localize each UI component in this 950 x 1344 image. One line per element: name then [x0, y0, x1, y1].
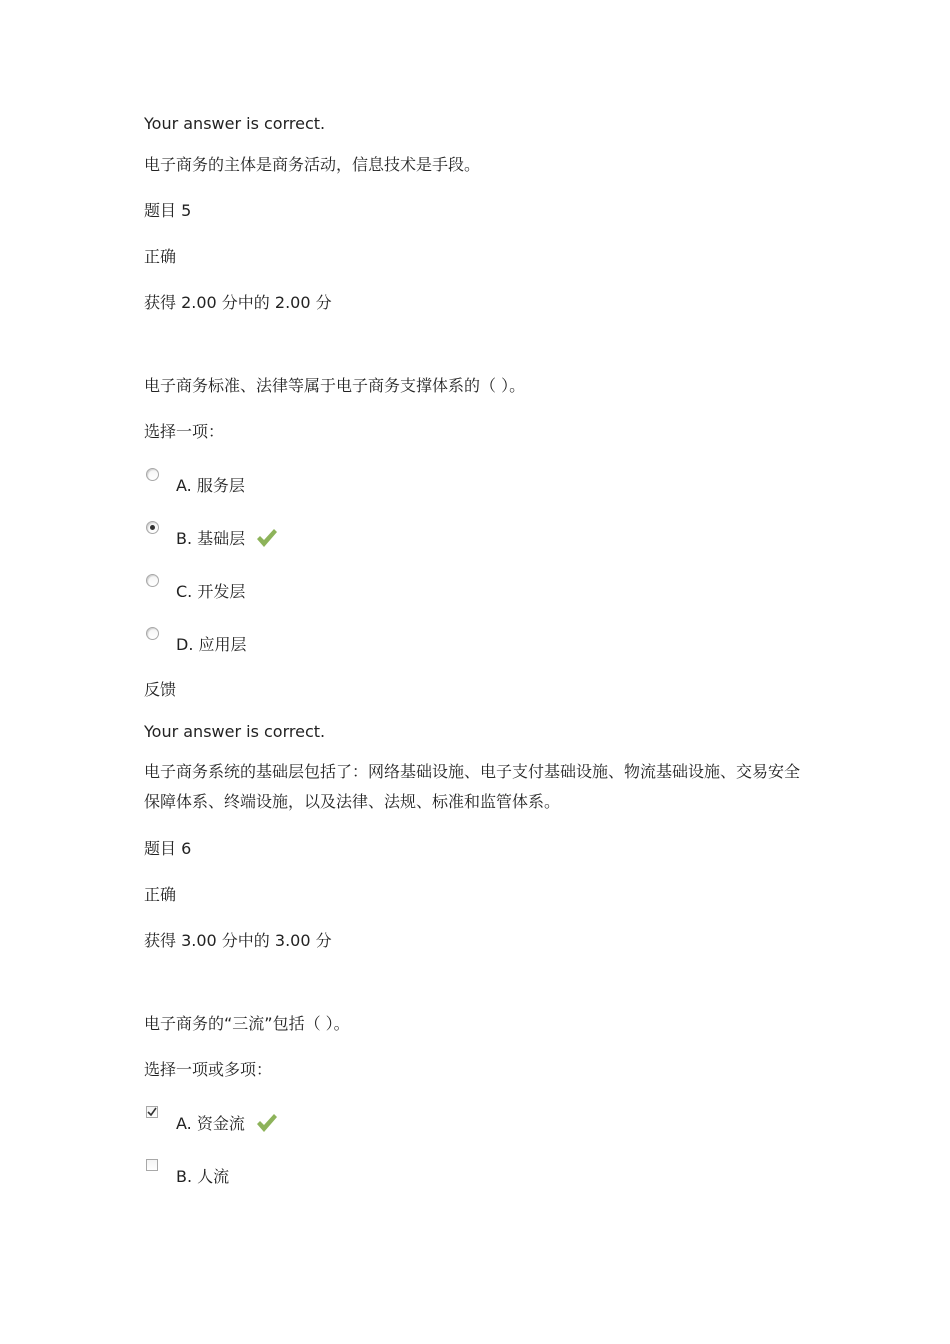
- radio-button[interactable]: [146, 468, 159, 481]
- q5-feedback-explanation: 电子商务系统的基础层包括了：网络基础设施、电子支付基础设施、物流基础设施、交易安全保障体系、终端设施，以及法律、法规、标准和监管体系。: [144, 762, 801, 811]
- q6-status: 正确: [144, 885, 177, 904]
- radio-button[interactable]: [146, 574, 159, 587]
- q5-feedback-result: Your answer is correct.: [144, 722, 326, 741]
- q6-option-a[interactable]: [144, 1107, 744, 1133]
- q5-option-b-label: B. 基础层: [176, 529, 246, 548]
- q5-number: 题目 5: [144, 201, 192, 220]
- q6-number: 题目 6: [144, 839, 192, 858]
- q5-question: 电子商务标准、法律等属于电子商务支撑体系的（ ）。: [144, 376, 526, 395]
- checkbox-checked[interactable]: [146, 1106, 158, 1118]
- q5-option-b-row: [176, 528, 278, 550]
- q5-option-c-label: C. 开发层: [176, 582, 246, 601]
- radio-button[interactable]: [146, 627, 159, 640]
- q5-option-d-label: D. 应用层: [176, 635, 247, 654]
- q4-feedback-result: Your answer is correct.: [144, 114, 326, 133]
- q5-option-a-label: A. 服务层: [176, 476, 245, 495]
- q5-option-c[interactable]: [144, 575, 744, 601]
- check-mark-icon: [256, 1113, 278, 1133]
- radio-button-selected[interactable]: [146, 521, 159, 534]
- q5-option-a[interactable]: [144, 469, 744, 495]
- checkbox-check-icon: [147, 1107, 157, 1117]
- q4-feedback-explanation: 电子商务的主体是商务活动，信息技术是手段。: [144, 155, 481, 174]
- q6-score: 获得 3.00 分中的 3.00 分: [144, 931, 332, 950]
- checkbox[interactable]: [146, 1159, 158, 1171]
- q6-instruction: 选择一项或多项：: [144, 1060, 273, 1079]
- q6-option-a-label: A. 资金流: [176, 1114, 245, 1133]
- q5-score: 获得 2.00 分中的 2.00 分: [144, 293, 332, 312]
- q5-status: 正确: [144, 247, 177, 266]
- q6-option-b-label: B. 人流: [176, 1167, 230, 1186]
- q6-question: 电子商务的“三流”包括（ ）。: [144, 1014, 350, 1033]
- q5-instruction: 选择一项：: [144, 422, 225, 441]
- q5-option-b[interactable]: [144, 522, 744, 548]
- q6-option-b[interactable]: [144, 1160, 744, 1186]
- q5-option-d[interactable]: [144, 628, 744, 654]
- q5-feedback-title: 反馈: [144, 680, 177, 699]
- q6-option-a-row: [176, 1113, 278, 1135]
- check-mark-icon: [256, 528, 278, 548]
